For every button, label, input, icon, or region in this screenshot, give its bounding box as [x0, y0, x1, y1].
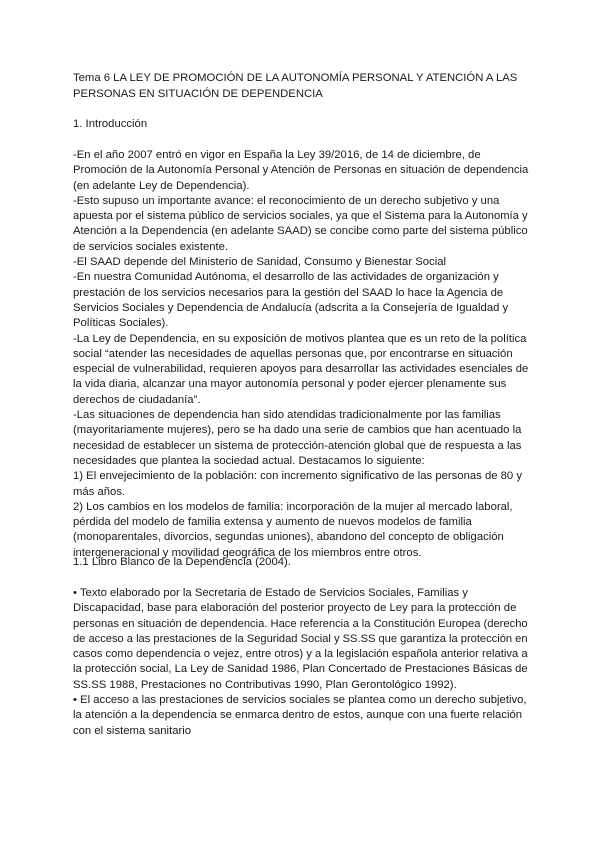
section-libro-blanco-body	[73, 586, 528, 739]
text-line: • Texto elaborado por la Secretaria de Estado de Servicios Sociales, Familias y	[73, 587, 468, 599]
section-heading-libro-blanco: 1.1 Libro Blanco de la Dependencia (2004).	[73, 556, 291, 568]
text-line: 2) Los cambios en los modelos de familia: incorporación de la mujer al mercado laboral,	[73, 500, 513, 513]
text-line: la atención a la dependencia se enmarca dentro de estos, aunque con una fuerte relación	[73, 709, 523, 722]
title-line: Tema 6 LA LEY DE PROMOCIÓN DE LA AUTONOMÍA PERSONAL Y ATENCIÓN A LAS	[73, 72, 518, 84]
text-line: -Esto supuso un importante avance: el reconocimiento de un derecho subjetivo y una	[73, 194, 500, 207]
text-line: prestación de los servicios necesarios para la gestión del SAAD lo hace la Agencia de	[73, 286, 504, 299]
text-line: (monoparentales, divorcios, segundas uniones), abandono del concepto de obligación	[73, 531, 504, 544]
text-line: Discapacidad, base para elaboración del posterior proyecto de Ley para la protección de	[73, 602, 517, 615]
text-line: personas en situación de dependencia. Hace referencia a la Constitución Europea (derecho	[73, 617, 528, 630]
text-line: -El SAAD depende del Ministerio de Sanidad, Consumo y Bienestar Social	[73, 256, 447, 269]
text-line: social “atender las necesidades de aquellas personas que, por encontrarse en situación	[73, 347, 513, 360]
text-line: la vida diaria, alcanzar una mayor autonomía personal y poder ejercer plenamente sus	[73, 378, 507, 391]
text-line: -Las situaciones de dependencia han sido atendidas tradicionalmente por las familias	[73, 409, 501, 422]
text-line: necesidad de establecer un sistema de protección-atención global que de respuesta a las	[73, 439, 522, 452]
document-title	[73, 70, 528, 102]
text-line: (mayoritariamente mujeres), pero se ha dado una serie de cambios que han acentuado la	[73, 424, 522, 437]
text-line: pérdida del modelo de familia extensa y aumento de nuevos modelos de familia	[73, 516, 472, 529]
text-line: apuesta por el sistema público de servicios sociales, ya que el Sistema para la Autonomía y	[73, 210, 528, 223]
text-line: más años.	[73, 485, 126, 498]
text-line: Servicios Sociales y Dependencia de Andalucía (adscrita a la Consejería de Igualdad y	[73, 301, 509, 314]
text-line: especial de vulnerabilidad, requieren apoyos para desarrollar las actividades esenciales de	[73, 363, 529, 376]
text-line: casos como dependencia o vejez, entre otros) y a la legislación española anterior relativa a	[73, 648, 528, 661]
text-line: Atención a la Dependencia (en adelante SAAD) se concibe como parte del sistema público	[73, 225, 528, 238]
section-heading-introduccion: 1. Introducción	[73, 118, 148, 130]
text-line: la protección social, La Ley de Sanidad 1986, Plan Concertado de Prestaciones Básicas de	[73, 663, 528, 676]
text-line: -La Ley de Dependencia, en su exposición de motivos plantea que es un reto de la política	[73, 332, 527, 345]
text-line: (en adelante Ley de Dependencia).	[73, 179, 250, 192]
text-line: Políticas Sociales).	[73, 317, 169, 330]
section-introduccion-body	[73, 148, 528, 561]
text-line: Promoción de la Autonomía Personal y Atención de Personas en situación de dependencia	[73, 164, 529, 177]
text-line: con el sistema sanitario	[73, 724, 192, 737]
text-line: 1) El envejecimiento de la población: con incremento significativo de las personas de 80 y	[73, 470, 522, 483]
title-line: PERSONAS EN SITUACIÓN DE DEPENDENCIA	[73, 88, 323, 100]
text-line: SS.SS 1988, Prestaciones no Contributivas 1990, Plan Gerontológico 1992).	[73, 678, 457, 691]
text-line: • El acceso a las prestaciones de servicios sociales se plantea como un derecho subjetivo,	[73, 694, 527, 707]
text-line: intergeneracional y movilidad geográfica de los miembros entre otros.	[73, 546, 422, 559]
text-line: -En el año 2007 entró en vigor en España la Ley 39/2016, de 14 de diciembre, de	[73, 149, 481, 161]
text-line: -En nuestra Comunidad Autónoma, el desarrollo de las actividades de organización y	[73, 271, 499, 284]
text-line: de servicios sociales existente.	[73, 240, 229, 253]
text-line: necesidades que plantea la sociedad actual. Destacamos lo siguiente:	[73, 454, 425, 467]
text-line: derechos de ciudadanía”.	[73, 393, 201, 406]
text-line: de acceso a las prestaciones de la Seguridad Social y SS.SS que garantiza la protección en	[73, 632, 528, 645]
